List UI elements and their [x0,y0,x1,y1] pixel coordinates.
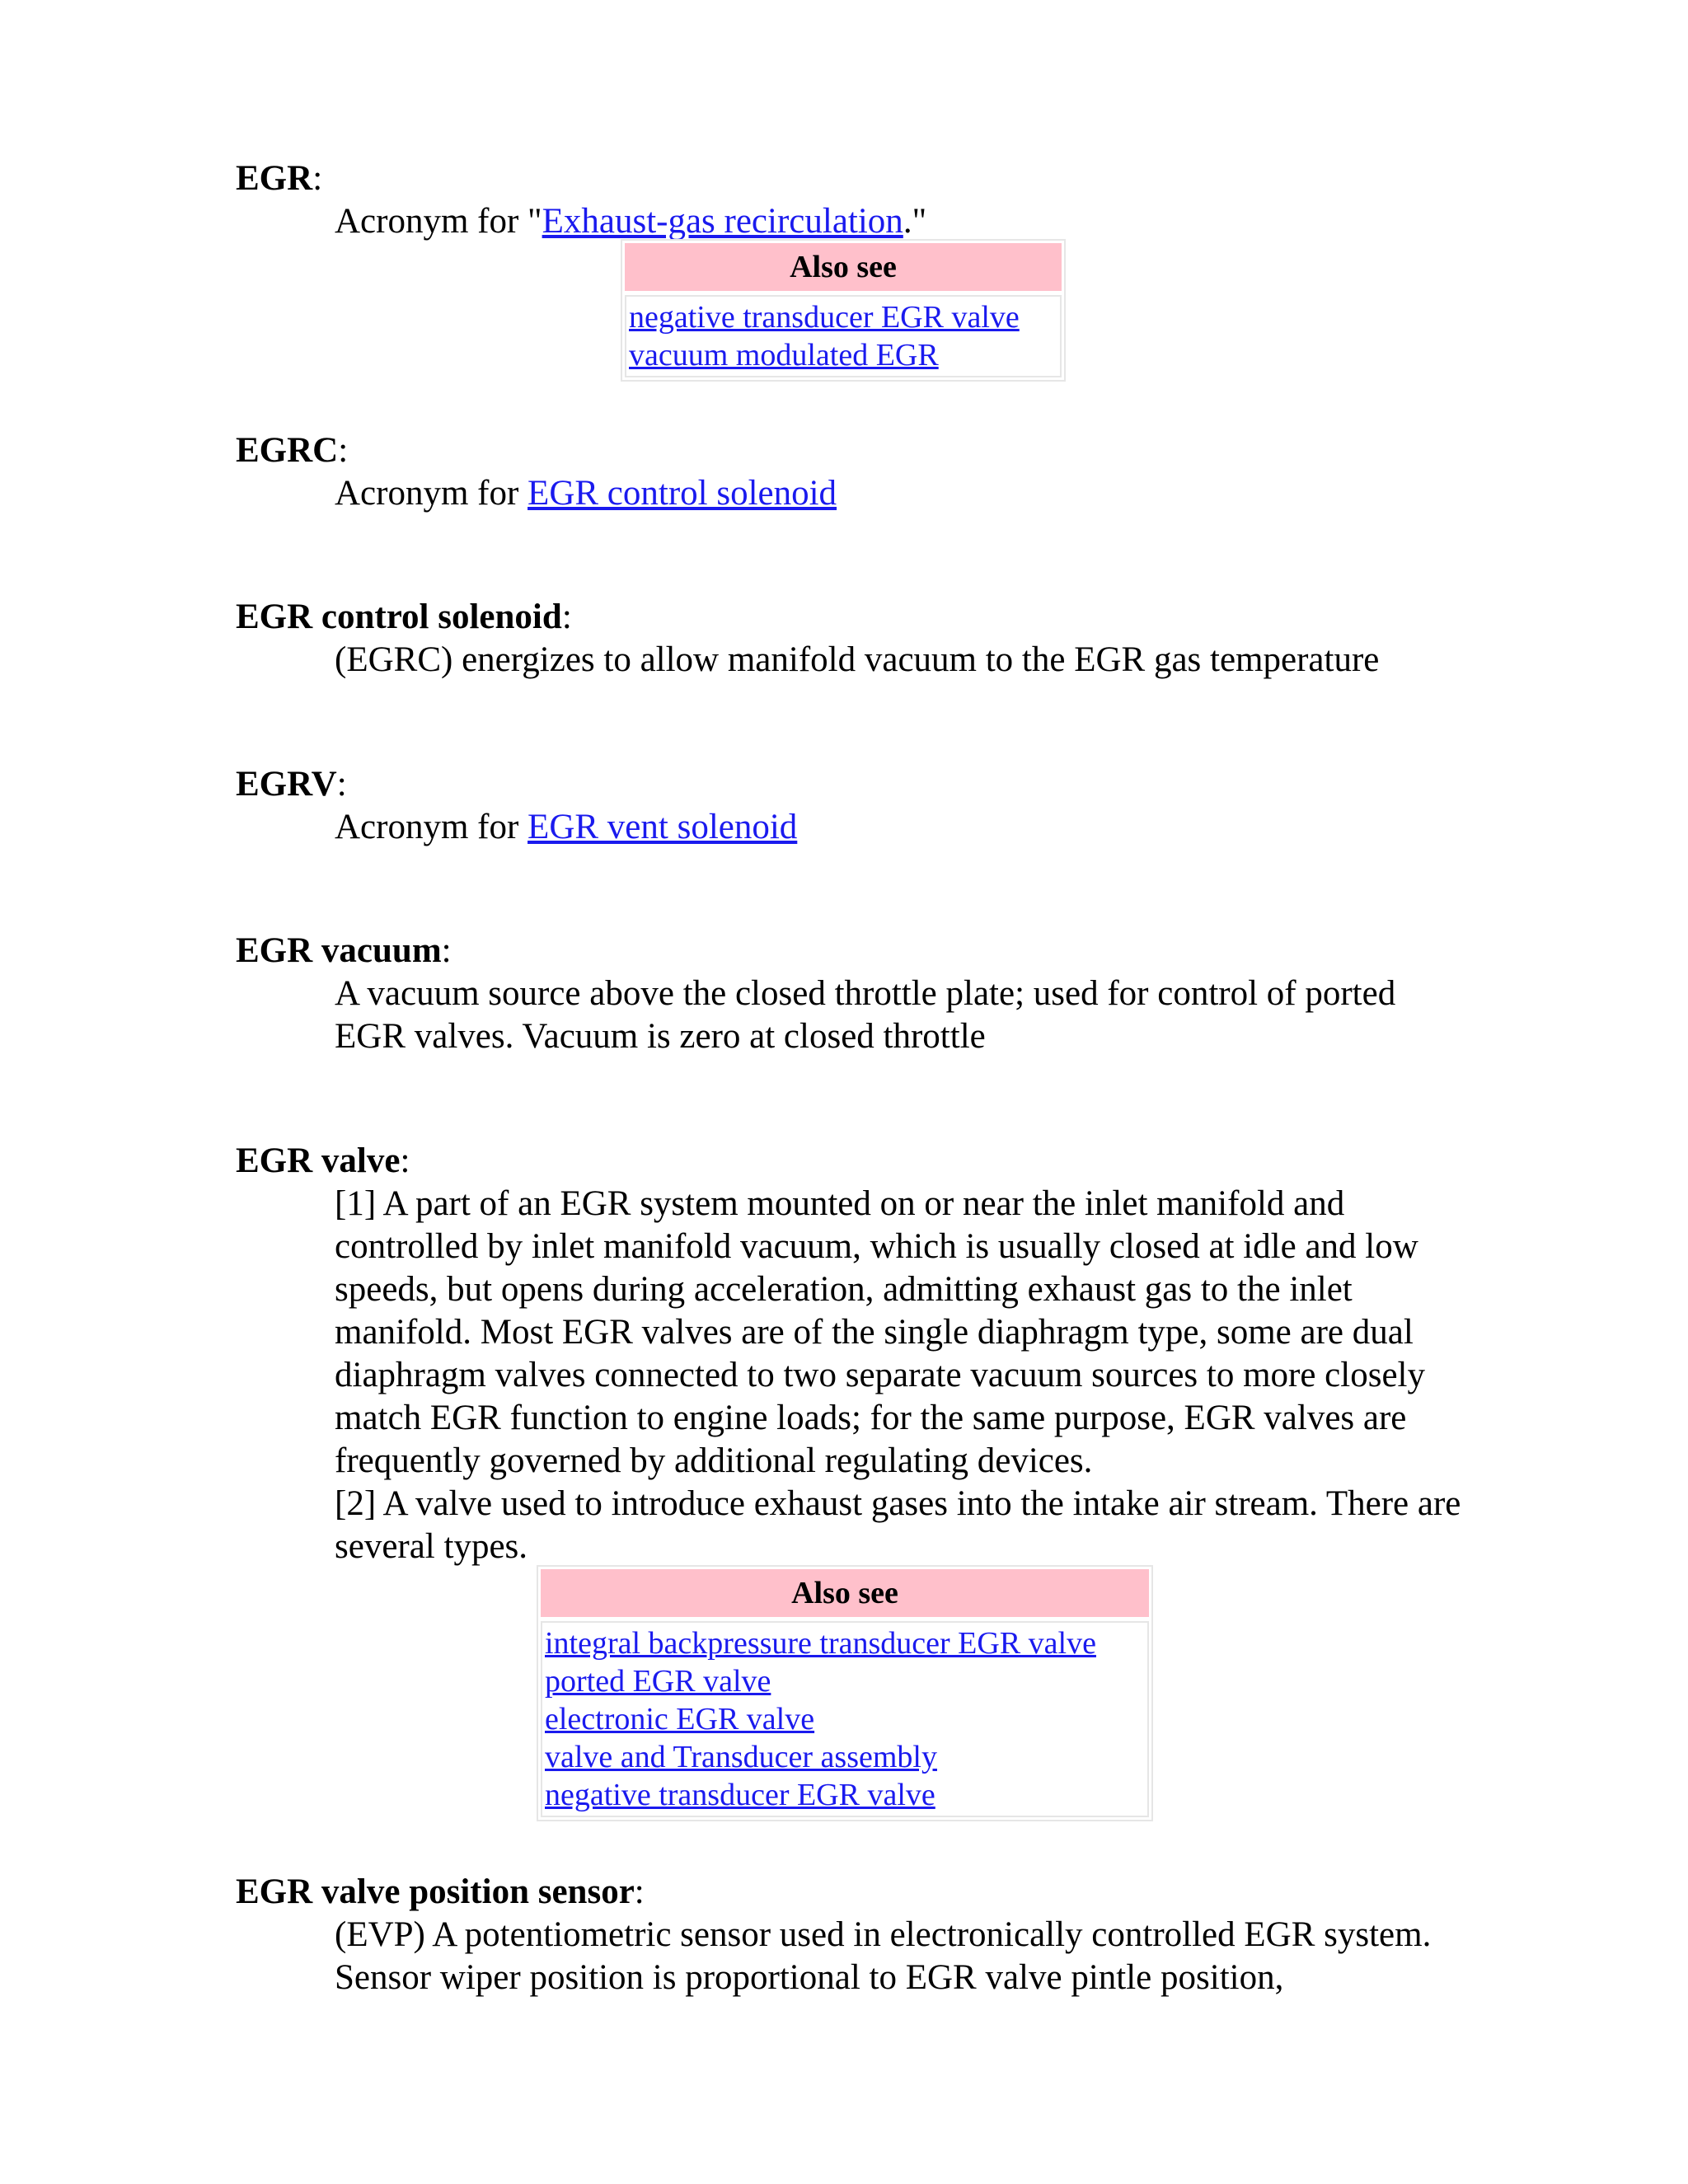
also-see-link[interactable]: vacuum modulated EGR [629,338,939,373]
definition-text: Acronym for [335,474,528,513]
definition-paragraph: [1] A part of an EGR system mounted on or near the inlet manifold and controlled by inlet manifold vacuum, which is usually closed at idle and low speeds, but opens during acceleration, admitting exhaust gas to the inlet manifold. Most EGR valves are of the single diaphragm type, some are dual diaphragm valves connected to two separate vacuum sources to more closely match EGR function to engine loads; for the same purpose, EGR valves are frequently governed by additional regulating devices. [335,1184,1425,1480]
also-see-list [625,295,1062,377]
term-definition: A vacuum source above the closed throttle plate; used for control of ported EGR valves. Vacuum is zero at closed throttle [335,974,1396,1056]
term-definition [335,806,1472,849]
term-definition [335,1183,1472,1568]
term-name: EGRV [236,765,337,804]
term-heading [236,763,347,806]
term-definition [335,472,1472,515]
also-see-link[interactable]: negative transducer EGR valve [629,300,1020,335]
term-name: EGRC [236,431,339,470]
term-definition: (EGRC) energizes to allow manifold vacuum to the EGR gas temperature [335,640,1380,679]
term-colon: : [312,159,323,198]
also-see-box [621,239,1066,382]
term-heading [236,1140,410,1183]
definition-link[interactable]: EGR control solenoid [528,474,837,513]
also-see-link[interactable]: integral backpressure transducer EGR valve [545,1626,1096,1661]
term-name: EGR valve position sensor [236,1872,635,1911]
term-heading [236,596,572,639]
term-heading [236,157,322,200]
term-heading [236,1871,645,1914]
also-see-list [541,1621,1149,1817]
term-heading [236,930,452,972]
term-name: EGR control solenoid [236,598,562,636]
term-name: EGR [236,159,313,198]
term-colon: : [336,765,347,804]
also-see-link[interactable]: ported EGR valve [545,1664,771,1699]
also-see-header: Also see [625,243,1062,291]
term-name: EGR vacuum [236,931,442,970]
definition-link[interactable]: EGR vent solenoid [528,808,798,846]
also-see-link[interactable]: valve and Transducer assembly [545,1740,937,1774]
definition-paragraph: [2] A valve used to introduce exhaust gases into the intake air stream. There are several types. [335,1484,1461,1566]
also-see-header: Also see [541,1569,1149,1617]
term-colon: : [634,1872,645,1911]
term-definition: (EVP) A potentiometric sensor used in electronically controlled EGR system. Sensor wiper position is proportional to EGR valve pintle position, [335,1915,1432,1997]
term-colon: : [338,431,349,470]
also-see-box [537,1565,1153,1821]
term-heading [236,429,348,472]
definition-text: Acronym for " [335,202,542,241]
term-colon: : [561,598,572,636]
term-name: EGR valve [236,1141,401,1180]
definition-link[interactable]: Exhaust-gas recirculation [542,202,903,241]
term-colon: : [400,1141,410,1180]
term-colon: : [441,931,452,970]
also-see-link[interactable]: electronic EGR valve [545,1702,815,1736]
term-definition [335,200,1472,243]
also-see-link[interactable]: negative transducer EGR valve [545,1778,935,1812]
definition-text: Acronym for [335,808,528,846]
definition-text: ." [903,202,927,241]
